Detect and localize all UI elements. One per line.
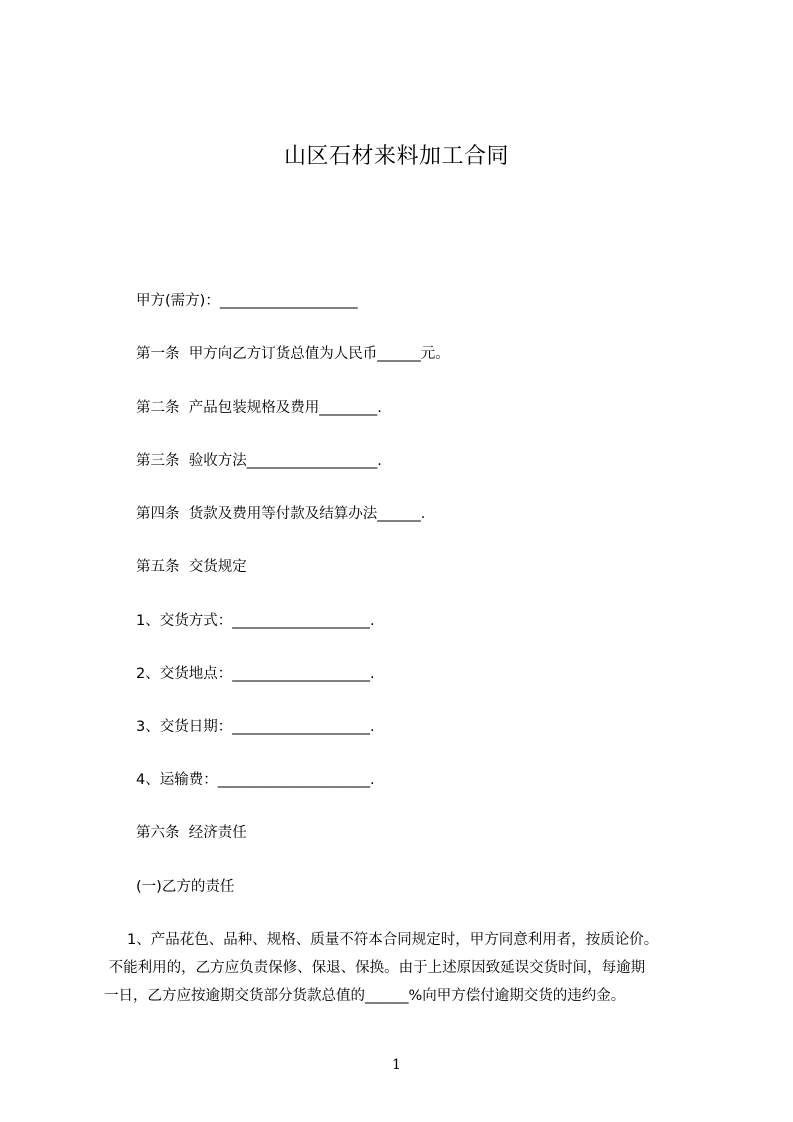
delivery-location: 2、交货地点：___________________. [136, 666, 375, 682]
article-2: 第二条 产品包装规格及费用________. [136, 400, 382, 416]
paragraph-line: 一日，乙方应按逾期交货部分货款总值的______%向甲方偿付逾期交货的违约金。 [104, 988, 626, 1004]
document-title: 山区石材来料加工合同 [283, 144, 509, 169]
article-3: 第三条 验收方法__________________. [136, 453, 382, 469]
delivery-method: 1、交货方式：___________________. [136, 613, 375, 629]
article-4: 第四条 货款及费用等付款及结算办法______. [136, 506, 426, 522]
transport-fee: 4、运输费：_____________________. [136, 772, 375, 788]
paragraph-line: 不能利用的，乙方应负责保修、保退、保换。由于上述原因致延误交货时间，每逾期 [104, 960, 646, 976]
article-5: 第五条 交货规定 [136, 559, 247, 575]
page-number: 1 [392, 1057, 401, 1073]
paragraph-line: 1、产品花色、品种、规格、质量不符本合同规定时，甲方同意利用者，按质论价。 [104, 932, 659, 948]
section-party-b-duty: (一)乙方的责任 [136, 879, 235, 895]
delivery-date: 3、交货日期：___________________. [136, 719, 375, 735]
party-a-line: 甲方(需方)：___________________ [136, 293, 358, 309]
article-1: 第一条 甲方向乙方订货总值为人民币______元。 [136, 346, 450, 362]
article-6: 第六条 经济责任 [136, 825, 247, 841]
